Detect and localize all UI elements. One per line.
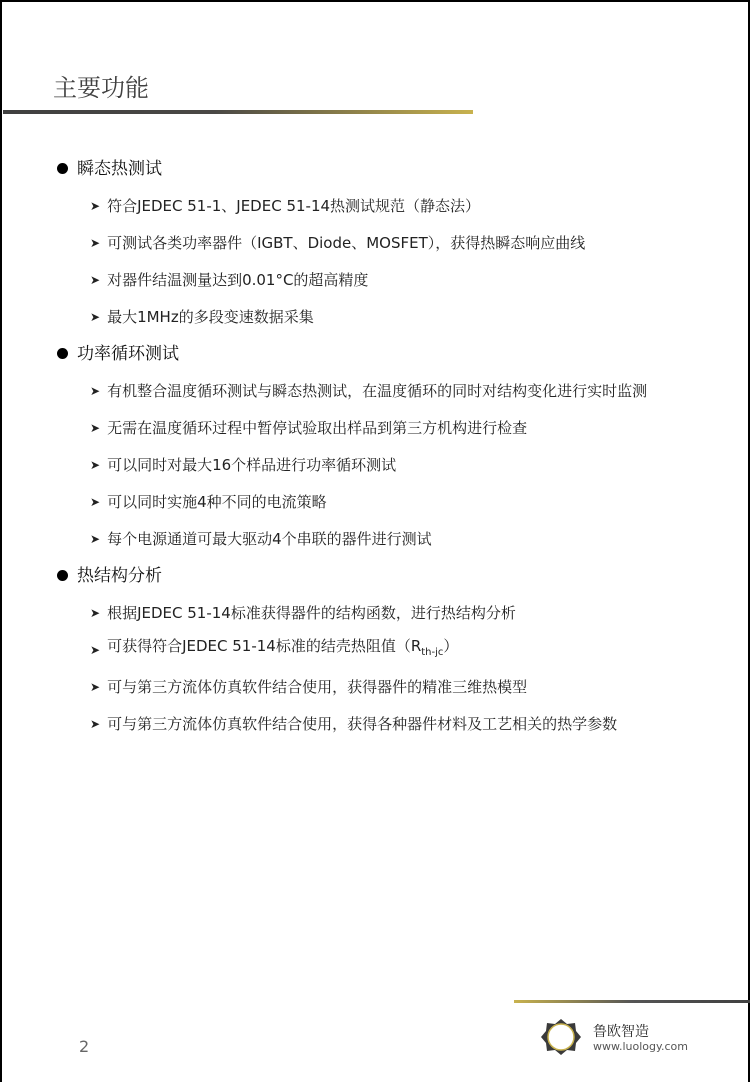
arrow-bullet-icon: ➤: [90, 642, 101, 657]
section-heading: [57, 150, 737, 187]
item-text: [107, 632, 458, 667]
section-title: 功率循环测试: [77, 343, 179, 364]
feature-list: [57, 150, 737, 742]
item-text: 可与第三方流体仿真软件结合使用，获得各种器件材料及工艺相关的热学参数: [107, 714, 618, 733]
arrow-bullet-icon: ➤: [90, 420, 101, 435]
list-item: [57, 187, 737, 224]
item-text: 可测试各类功率器件（IGBT、Diode、MOSFET），获得热瞬态响应曲线: [107, 233, 586, 252]
list-item: [57, 705, 737, 742]
rth-subscript: th-jc: [421, 647, 444, 658]
logo-icon: [540, 1017, 582, 1061]
bullet-icon: [57, 348, 68, 359]
list-item: [57, 261, 737, 298]
arrow-bullet-icon: ➤: [90, 716, 101, 731]
page-title: 主要功能: [53, 74, 149, 102]
list-item: [57, 631, 737, 668]
bullet-icon: [57, 163, 68, 174]
page-number: 2: [79, 1037, 90, 1056]
item-text: 符合JEDEC 51-1、JEDEC 51-14热测试规范（静态法）: [107, 196, 481, 215]
arrow-bullet-icon: ➤: [90, 198, 101, 213]
item-text-close: ）: [443, 637, 459, 655]
list-item: [57, 483, 737, 520]
item-text: 可以同时实施4种不同的电流策略: [107, 492, 327, 511]
item-text: 有机整合温度循环测试与瞬态热测试，在温度循环的同时对结构变化进行实时监测: [107, 381, 648, 400]
item-text: 最大1MHz的多段变速数据采集: [107, 307, 314, 326]
arrow-bullet-icon: ➤: [90, 605, 101, 620]
list-item: [57, 372, 737, 409]
item-text: 无需在温度循环过程中暂停试验取出样品到第三方机构进行检查: [107, 418, 528, 437]
arrow-bullet-icon: ➤: [90, 494, 101, 509]
arrow-bullet-icon: ➤: [90, 235, 101, 250]
list-item: [57, 520, 737, 557]
arrow-bullet-icon: ➤: [90, 531, 101, 546]
arrow-bullet-icon: ➤: [90, 457, 101, 472]
section-heading: [57, 335, 737, 372]
arrow-bullet-icon: ➤: [90, 679, 101, 694]
footer-divider: [514, 1000, 750, 1003]
item-text: 每个电源通道可最大驱动4个串联的器件进行测试: [107, 529, 432, 548]
section-title: 热结构分析: [77, 565, 162, 586]
arrow-bullet-icon: ➤: [90, 272, 101, 287]
list-item: [57, 298, 737, 335]
brand-url: www.luology.com: [593, 1040, 688, 1053]
list-item: [57, 224, 737, 261]
section-title: 瞬态热测试: [77, 158, 162, 179]
list-item: [57, 409, 737, 446]
list-item: [57, 668, 737, 705]
list-item: [57, 594, 737, 631]
item-text-main: 可获得符合JEDEC 51-14标准的结壳热阻值（R: [107, 637, 422, 655]
arrow-bullet-icon: ➤: [90, 383, 101, 398]
arrow-bullet-icon: ➤: [90, 309, 101, 324]
item-text: 可与第三方流体仿真软件结合使用，获得器件的精准三维热模型: [107, 677, 528, 696]
item-text: 根据JEDEC 51-14标准获得器件的结构函数，进行热结构分析: [107, 603, 516, 622]
bullet-icon: [57, 570, 68, 581]
list-item: [57, 446, 737, 483]
item-text: 可以同时对最大16个样品进行功率循环测试: [107, 455, 397, 474]
section-heading: [57, 557, 737, 594]
item-text: 对器件结温测量达到0.01°C的超高精度: [107, 270, 369, 289]
brand-name: 鲁欧智造: [593, 1024, 649, 1040]
title-divider: [3, 110, 473, 114]
